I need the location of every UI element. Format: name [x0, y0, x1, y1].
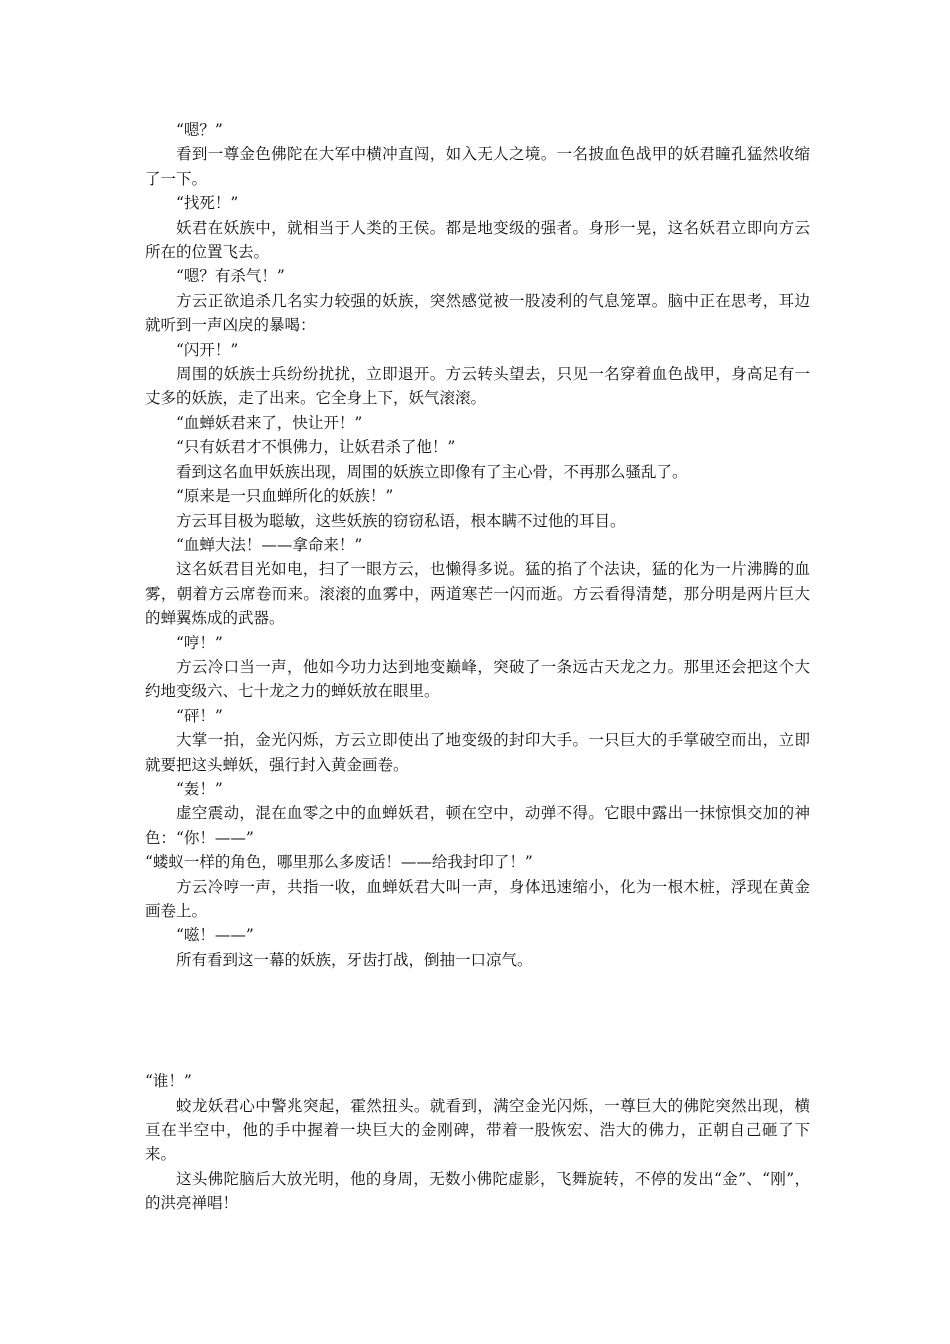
- paragraph: 妖君在妖族中，就相当于人类的王侯。都是地变级的强者。身形一晃，这名妖君立即向方云所在的位置飞去。: [145, 218, 810, 262]
- paragraph: “哼！”: [176, 633, 223, 652]
- paragraph: 方云耳目极为聪敏，这些妖族的窃窃私语，根本瞒不过他的耳目。: [176, 511, 626, 530]
- paragraph: “砰！”: [176, 706, 223, 725]
- paragraph: “轰！”: [176, 779, 223, 798]
- section-break: [145, 972, 810, 1069]
- paragraph: 这名妖君目光如电，扫了一眼方云，也懒得多说。猛的掐了个法诀，猛的化为一片沸腾的血雾，朝着方云席卷而来。滚滚的血雾中，两道寒芒一闪而逝。方云看得清楚，那分明是两片巨大的蝉翼炼成的武器。: [145, 560, 810, 628]
- paragraph: “嗞！——”: [176, 926, 254, 945]
- paragraph: 这头佛陀脑后大放光明，他的身周，无数小佛陀虚影，飞舞旋转，不停的发出“金”、“刚”，的洪亮禅唱！: [145, 1169, 810, 1213]
- paragraph: 方云冷口当一声，他如今功力达到地变巅峰，突破了一条远古天龙之力。那里还会把这个大约地变级六、七十龙之力的蝉妖放在眼里。: [145, 657, 810, 701]
- document-body: [145, 118, 810, 1216]
- paragraph: “闪开！”: [176, 340, 239, 359]
- paragraph: “血蝉大法！——拿命来！”: [176, 535, 363, 554]
- paragraph: “原来是一只血蝉所化的妖族！”: [176, 487, 394, 506]
- paragraph: 蛟龙妖君心中警兆突起，霍然扭头。就看到，满空金光闪烁，一尊巨大的佛陀突然出现，横亘在半空中，他的手中握着一块巨大的金刚碑，带着一股恢宏、浩大的佛力，正朝自己砸了下来。: [145, 1096, 810, 1164]
- paragraph: 方云冷哼一声，共指一收，血蝉妖君大叫一声，身体迅速缩小，化为一根木桩，浮现在黄金画卷上。: [145, 877, 810, 920]
- paragraph: 所有看到这一幕的妖族，牙齿打战，倒抽一口凉气。: [176, 950, 533, 969]
- paragraph: “谁！”: [145, 1072, 192, 1091]
- paragraph: 周围的妖族士兵纷纷扰扰，立即退开。方云转头望去，只见一名穿着血色战甲，身高足有一丈多的妖族，走了出来。它全身上下，妖气滚滚。: [145, 365, 810, 408]
- paragraph: 看到一尊金色佛陀在大军中横冲直闯，如入无人之境。一名披血色战甲的妖君瞳孔猛然收缩了一下。: [145, 145, 810, 188]
- paragraph: “蝼蚁一样的角色，哪里那么多废话！——给我封印了！”: [145, 853, 533, 872]
- paragraph: “只有妖君才不惧佛力，让妖君杀了他！”: [176, 438, 456, 457]
- paragraph: “找死！”: [176, 194, 239, 213]
- paragraph: 方云正欲追杀几名实力较强的妖族，突然感觉被一股凌利的气息笼罩。脑中正在思考，耳边就听到一声凶戾的暴喝：: [145, 291, 810, 335]
- paragraph: “嗯？”: [176, 121, 223, 139]
- paragraph: “嗯？有杀气！”: [176, 267, 285, 286]
- paragraph: 大掌一拍，金光闪烁，方云立即使出了地变级的封印大手。一只巨大的手掌破空而出，立即就要把这头蝉妖，强行封入黄金画卷。: [145, 731, 810, 774]
- paragraph: 看到这名血甲妖族出现，周围的妖族立即像有了主心骨，不再那么骚乱了。: [176, 462, 688, 481]
- paragraph: 虚空震动，混在血零之中的血蝉妖君，顿在空中，动弹不得。它眼中露出一抹惊惧交加的神色：“你！——”: [145, 804, 810, 847]
- paragraph: “血蝉妖君来了，快让开！”: [176, 413, 363, 432]
